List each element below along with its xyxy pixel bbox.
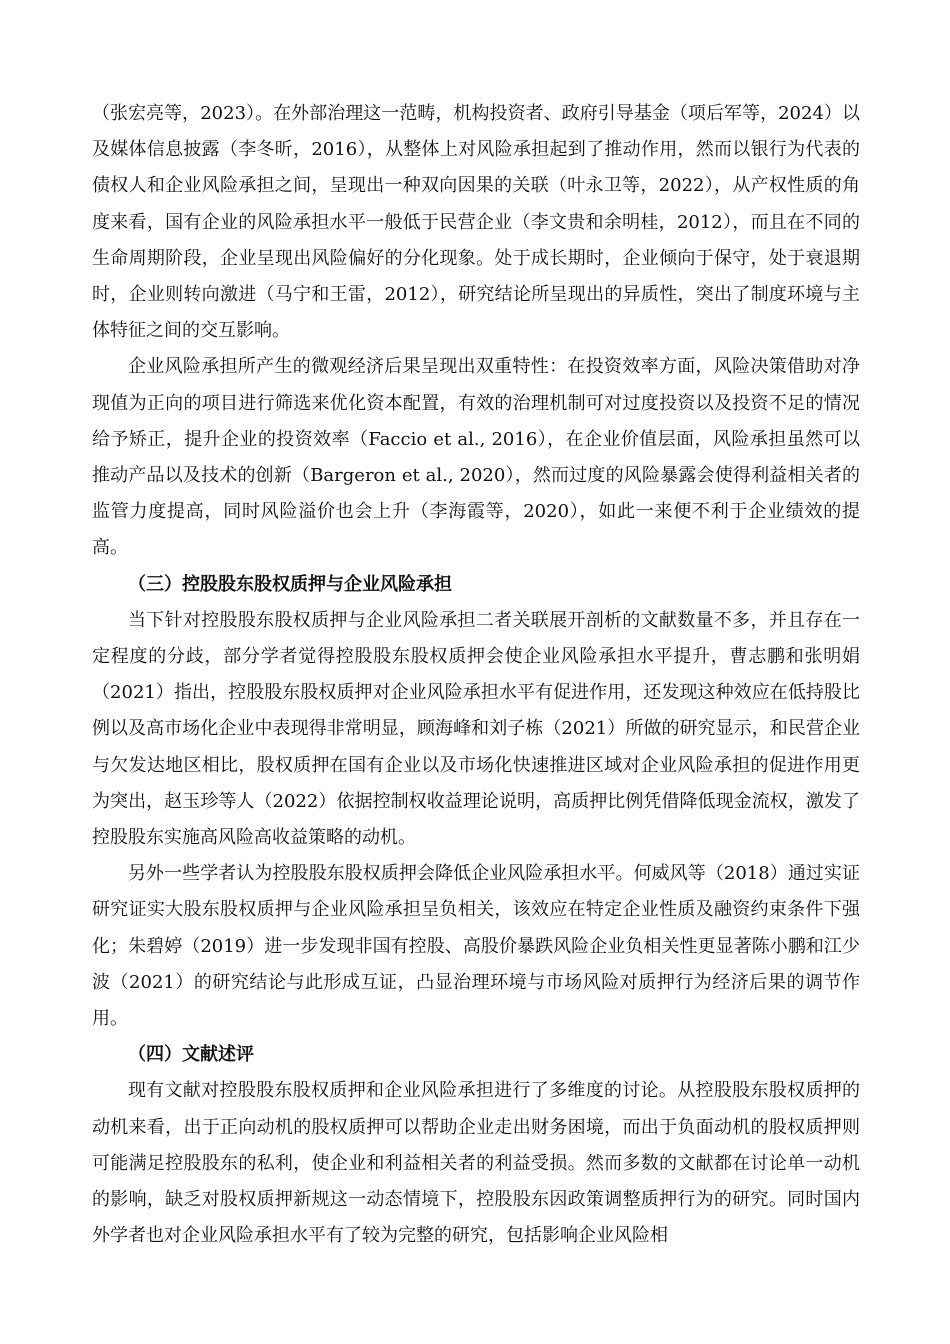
paragraph-1: （张宏亮等，2023）。在外部治理这一范畴，机构投资者、政府引导基金（项后军等，2024）以及媒体信息披露（李冬昕，2016），从整体上对风险承担起到了推动作用，然而以银行为代表的债权人和企业风险承担之间，呈现出一种双向因果的关联（叶永卫等，2022），从产权性质的角度来看，国有企业的风险承担水平一般低于民营企业（李文贵和余明桂，2012），而且在不同的生命周期阶段，企业呈现出风险偏好的分化现象。处于成长期时，企业倾向于保守，处于衰退期时，企业则转向激进（马宁和王雷，2012），研究结论所呈现出的异质性，突出了制度环境与主体特征之间的交互影响。: [92, 103, 860, 342]
paragraph-2: 企业风险承担所产生的微观经济后果呈现出双重特性：在投资效率方面，风险决策借助对净现值为正向的项目进行筛选来优化资本配置，有效的治理机制可对过度投资以及投资不足的情况给予矫正，提升企业的投资效率（Faccio et al., 2016），在企业价值层面，风险承担虽然可以推动产品以及技术的创新（Bargeron et al., 2020），然而过度的风险暴露会使得利益相关者的监管力度提高，同时风险溢价也会上升（李海霞等，2020），如此一来便不利于企业绩效的提高。: [92, 356, 860, 559]
document-page: [92, 96, 860, 1255]
paragraph-3: 当下针对控股股东股权质押与企业风险承担二者关联展开剖析的文献数量不多，并且存在一定程度的分歧，部分学者觉得控股股东股权质押会使企业风险承担水平提升，曹志鹏和张明娟（2021）指出，控股股东股权质押对企业风险承担水平有促进作用，还发现这种效应在低持股比例以及高市场化企业中表现得非常明显，顾海峰和刘子栋（2021）所做的研究显示，和民营企业与欠发达地区相比，股权质押在国有企业以及市场化快速推进区域对企业风险承担的促进作用更为突出，赵玉珍等人（2022）依据控制权收益理论说明，高质押比例凭借降低现金流权，激发了控股股东实施高风险高收益策略的动机。: [92, 609, 860, 849]
section-heading-3: （三）控股股东股权质押与企业风险承担: [128, 573, 452, 595]
paragraph-4: 另外一些学者认为控股股东股权质押会降低企业风险承担水平。何威风等（2018）通过实证研究证实大股东股权质押与企业风险承担呈负相关，该效应在特定企业性质及融资约束条件下强化；朱碧婷（2019）进一步发现非国有控股、高股价暴跌风险企业负相关性更显著陈小鹏和江少波（2021）的研究结论与此形成互证，凸显治理环境与市场风险对质押行为经济后果的调节作用。: [92, 863, 860, 1030]
paragraph-5: 现有文献对控股股东股权质押和企业风险承担进行了多维度的讨论。从控股股东股权质押的动机来看，出于正向动机的股权质押可以帮助企业走出财务困境，而出于负面动机的股权质押则可能满足控股股东的私利，使企业和利益相关者的利益受损。然而多数的文献都在讨论单一动机的影响，缺乏对股权质押新规这一动态情境下，控股股东因政策调整质押行为的研究。同时国内外学者也对企业风险承担水平有了较为完整的研究，包括影响企业风险相: [92, 1080, 860, 1247]
section-heading-4: （四）文献述评: [128, 1044, 254, 1066]
